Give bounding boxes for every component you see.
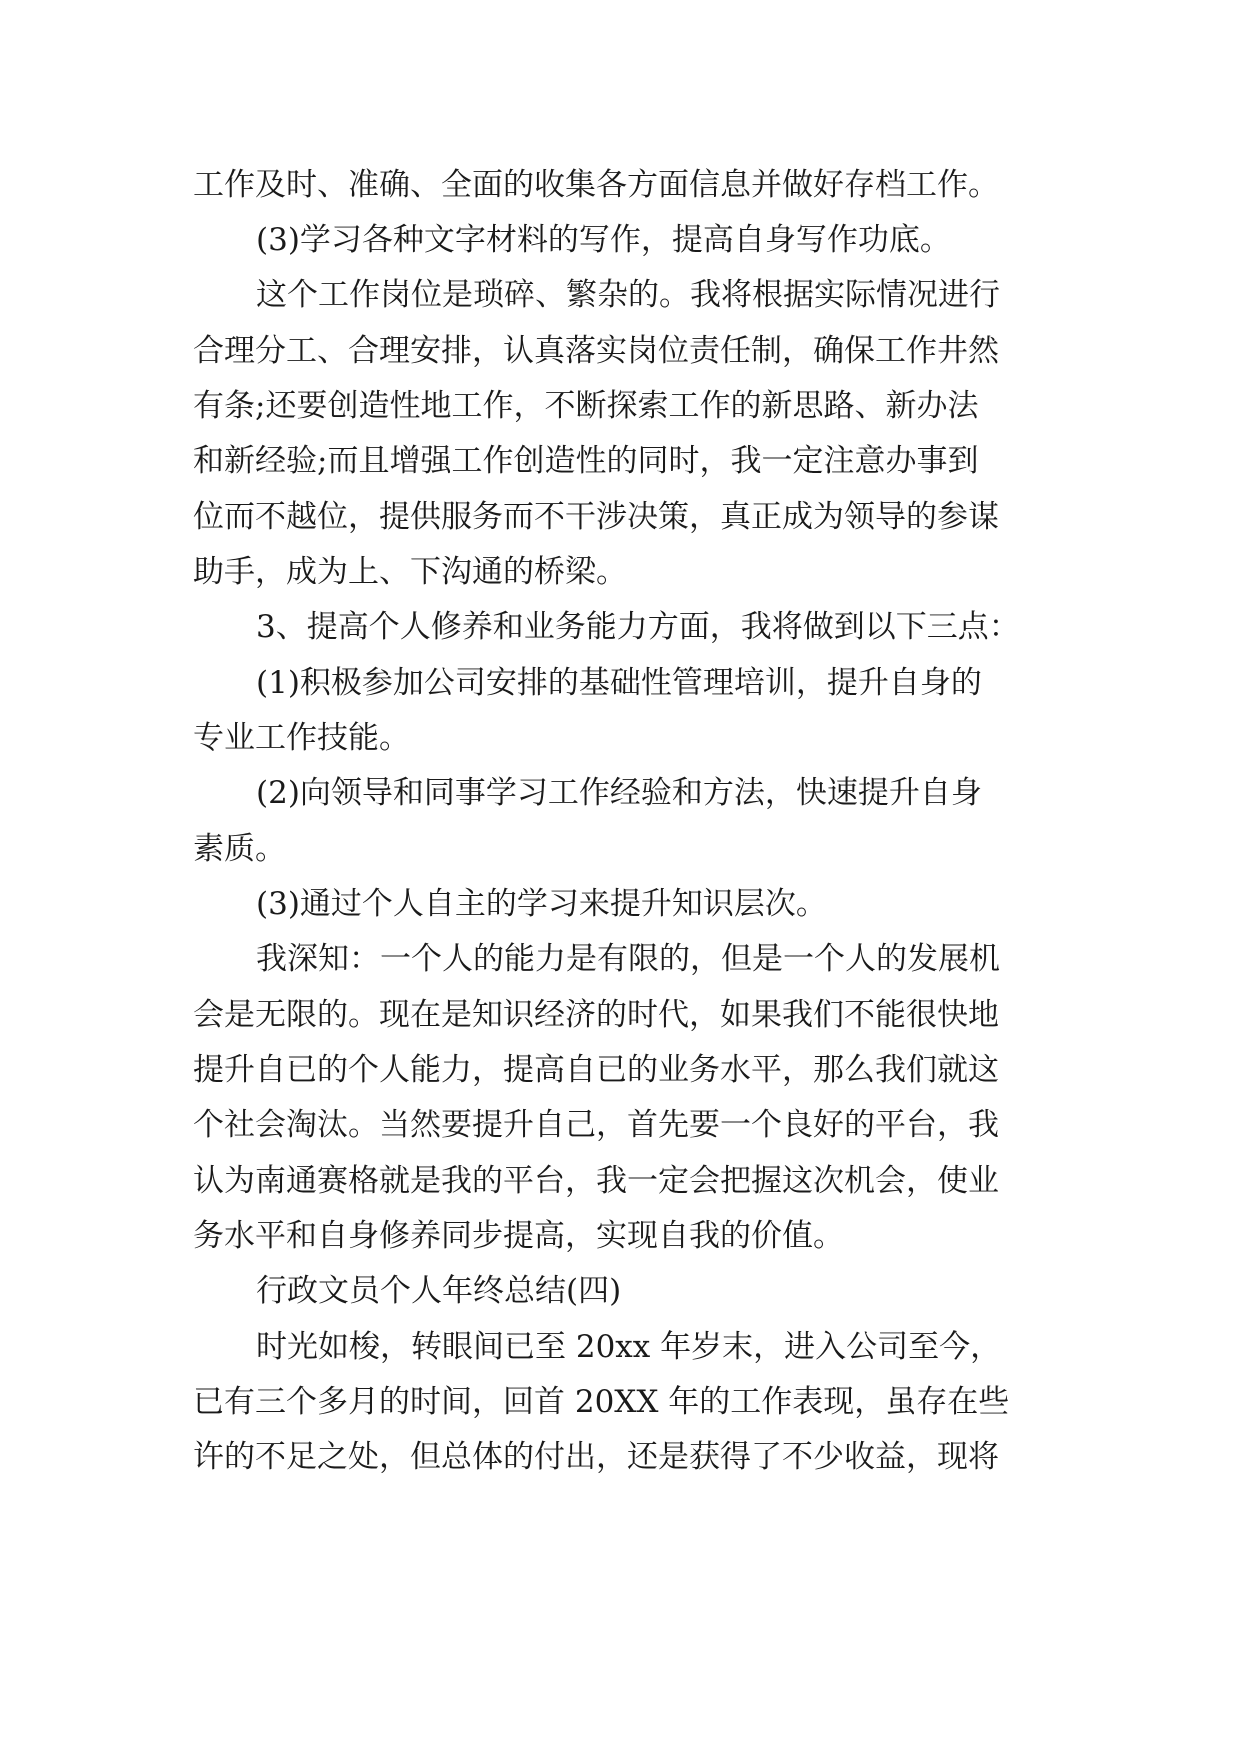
text-line: 素质。 [193, 831, 286, 867]
text-line: 有条;还要创造性地工作，不断探索工作的新思路、新办法 [193, 388, 979, 424]
text-line: 会是无限的。现在是知识经济的时代，如果我们不能很快地 [193, 997, 999, 1033]
text-line: 认为南通赛格就是我的平台，我一定会把握这次机会，使业 [193, 1163, 999, 1199]
text-line: 务水平和自身修养同步提高，实现自我的价值。 [193, 1218, 844, 1254]
text-line: 和新经验;而且增强工作创造性的同时，我一定注意办事到 [193, 443, 979, 479]
text-line: 时光如梭，转眼间已至 20xx 年岁末，进入公司至今， [256, 1329, 1002, 1365]
text-line: 合理分工、合理安排，认真落实岗位责任制，确保工作井然 [193, 333, 999, 369]
text-line: 提升自已的个人能力，提高自已的业务水平，那么我们就这 [193, 1052, 999, 1088]
text-line: 3、提高个人修养和业务能力方面，我将做到以下三点： [256, 609, 1020, 645]
text-line: 专业工作技能。 [193, 720, 410, 756]
section-heading: 行政文员个人年终总结(四) [256, 1273, 622, 1309]
text-line: (2)向领导和同事学习工作经验和方法，快速提升自身 [256, 775, 982, 811]
text-line: 我深知：一个人的能力是有限的，但是一个人的发展机 [256, 941, 1000, 977]
text-line: 这个工作岗位是琐碎、繁杂的。我将根据实际情况进行 [256, 277, 1000, 313]
text-line: 许的不足之处，但总体的付出，还是获得了不少收益，现将 [193, 1439, 999, 1475]
text-line: (3)学习各种文字材料的写作，提高自身写作功底。 [256, 222, 951, 258]
text-line: (1)积极参加公司安排的基础性管理培训，提升自身的 [256, 665, 982, 701]
text-line: (3)通过个人自主的学习来提升知识层次。 [256, 886, 827, 922]
text-line: 工作及时、准确、全面的收集各方面信息并做好存档工作。 [193, 167, 999, 203]
text-line: 个社会淘汰。当然要提升自己，首先要一个良好的平台，我 [193, 1107, 999, 1143]
text-line: 已有三个多月的时间，回首 20XX 年的工作表现，虽存在些 [193, 1384, 1010, 1420]
text-line: 助手，成为上、下沟通的桥梁。 [193, 554, 627, 590]
text-line: 位而不越位，提供服务而不干涉决策，真正成为领导的参谋 [193, 499, 999, 535]
